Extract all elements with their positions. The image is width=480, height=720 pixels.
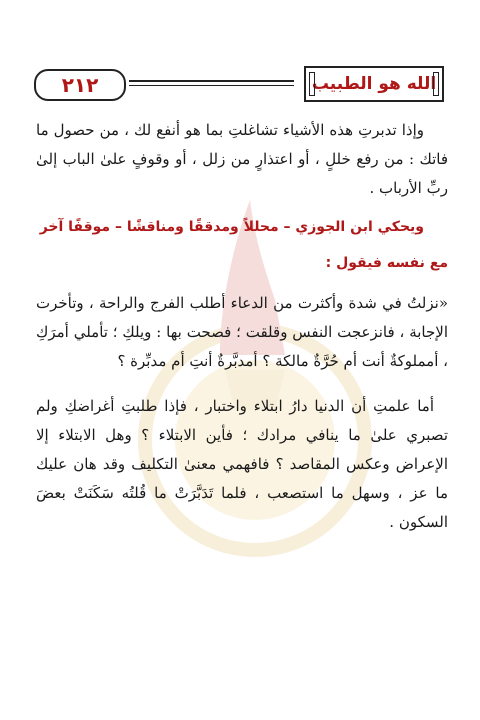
book-title: الله هو الطبيب (311, 74, 437, 94)
header-rule (129, 80, 294, 82)
page-body (36, 116, 448, 537)
section-heading: ويحكي ابن الجوزي – محللاً ومدققًا ومناقشًا – موقفًا آخر مع نفسه فيقول : (39, 219, 448, 271)
paragraph-2: «نزلتُ في شدة وأكثرت من الدعاء أطلب الفرج والراحة ، وتأخرت الإجابة ، فانزعجت النفس وقلقت ؛ فصحت بها : ويلكِ ؛ تأملي أمرَكِ ، أمملوكةٌ أنت أم حُرَّةٌ مالكة ؟ أمدبَّرةٌ أنتِ أم مدبِّرة ؟ (36, 294, 448, 370)
page-number-badge (34, 69, 126, 101)
book-title-box (304, 66, 444, 102)
paragraph-3: أما علمتِ أن الدنيا دارُ ابتلاء واختبار ، فإذا طلبتِ أغراضكِ ولم تصبري علىٰ ما ينافي مرادك ؛ فأين الابتلاء ؟ وهل الابتلاء إلا الإعراض وعكس المقاصد ؟ فافهمي معنىٰ التكليف وقد هان عليك ما عز ، وسهل ما استصعب ، فلما تَدَبَّرَتْ ما قُلتُه سَكَنَتْ بعضَ السكون . (36, 397, 448, 531)
paragraph-1: وإذا تدبرتِ هذه الأشياء تشاغلتِ بما هو أنفع لك ، من حصول ما فاتك : من رفع خللٍ ، أو اعتذارٍ من زلل ، أو وقوفٍ علىٰ الباب إلىٰ ربِّ الأرباب . (36, 121, 448, 197)
header-rule (129, 85, 294, 86)
page-header (34, 66, 444, 100)
page-number: ٢١٢ (61, 73, 99, 97)
